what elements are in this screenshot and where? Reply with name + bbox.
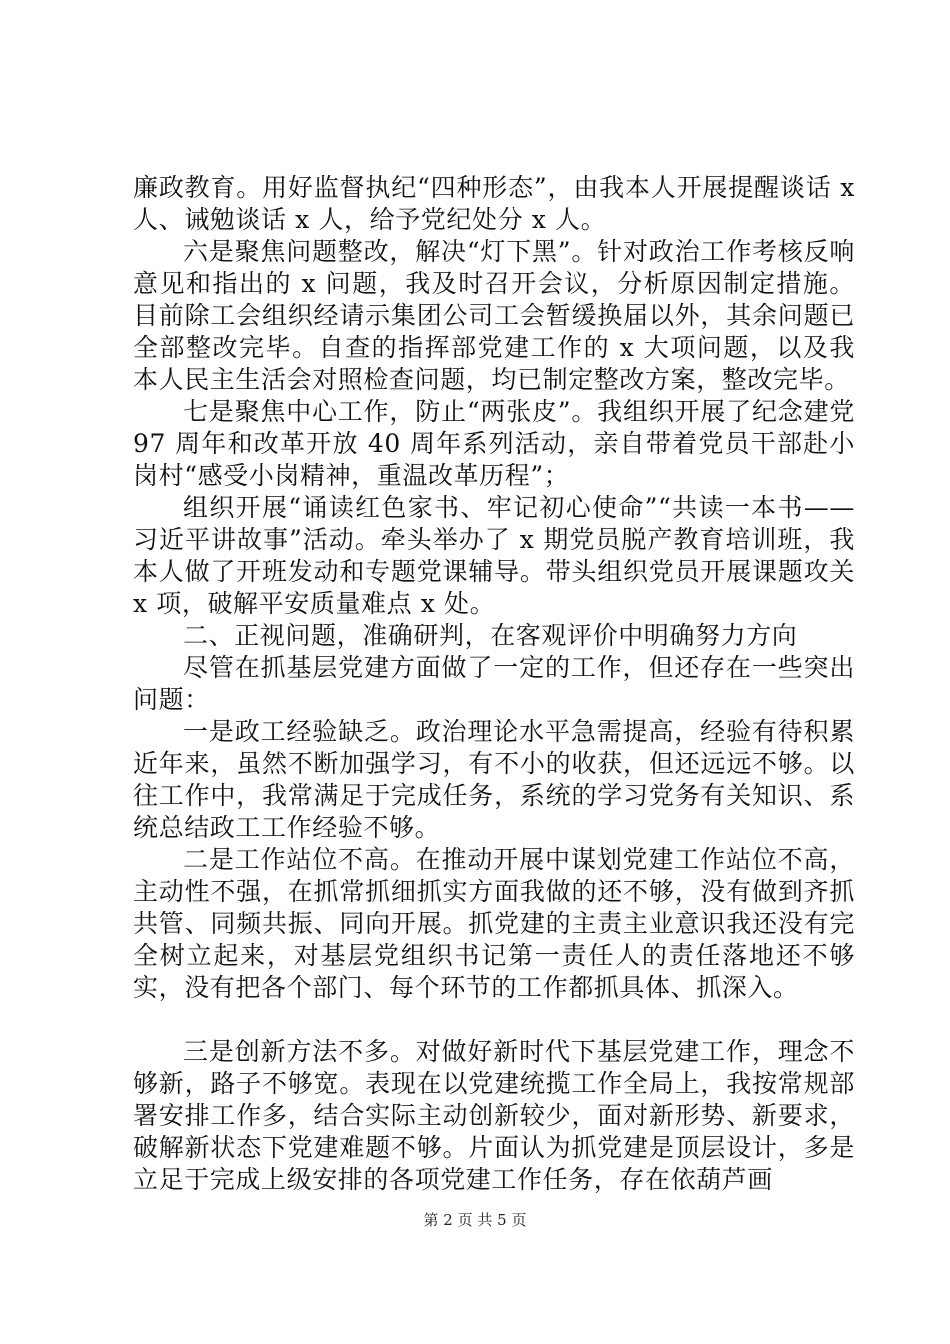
section-heading-two: 二、正视问题，准确研判，在客观评价中明确努力方向	[183, 621, 798, 650]
page-number-footer: 第 2 页 共 5 页	[423, 1211, 527, 1229]
paragraph-problems-intro: 尽管在抓基层党建方面做了一定的工作，但还存在一些突出问题：	[133, 653, 855, 714]
paragraph-problem-one: 一是政工经验缺乏。政治理论水平急需提高，经验有待积累近年来，虽然不断加强学习，有不小的收获，但还远远不够。以往工作中，我常满足于完成任务，系统的学习党务有关知识、系统总结政工工作经验不够。	[133, 717, 855, 842]
paragraph-problem-two: 二是工作站位不高。在推动开展中谋划党建工作站位不高，主动性不强，在抓常抓细抓实方面我做的还不够，没有做到齐抓共管、同频共振、同向开展。抓党建的主责主业意识我还没有完全树立起来，对基层党组织书记第一责任人的责任落地还不够实，没有把各个部门、每个环节的工作都抓具体、抓深入。	[133, 845, 855, 1002]
paragraph-item-six: 六是聚焦问题整改，解决“灯下黑”。针对政治工作考核反响意见和指出的 x 问题，我及时召开会议，分析原因制定措施。目前除工会组织经请示集团公司工会暂缓换届以外，其余问题已全部整改完毕。自查的指挥部党建工作的 x 大项问题，以及我本人民主生活会对照检查问题，均已制定整改方案，整改完毕。	[133, 237, 855, 394]
paragraph-problem-three: 三是创新方法不多。对做好新时代下基层党建工作，理念不够新，路子不够宽。表现在以党建统揽工作全局上，我按常规部署安排工作多，结合实际主动创新较少，面对新形势、新要求，破解新状态下党建难题不够。片面认为抓党建是顶层设计，多是立足于完成上级安排的各项党建工作任务，存在依葫芦画	[133, 1037, 855, 1194]
paragraph-activities: 组织开展“诵读红色家书、牢记初心使命”“共读一本书——习近平讲故事”活动。牵头举办了 x 期党员脱产教育培训班，我本人做了开班发动和专题党课辅导。带头组织党员开展课题攻关 x 项，破解平安质量难点 x 处。	[133, 493, 855, 618]
document-body	[133, 172, 855, 1196]
paragraph-item-seven: 七是聚焦中心工作，防止“两张皮”。我组织开展了纪念建党 97 周年和改革开放 40 周年系列活动，亲自带着党员干部赴小岗村“感受小岗精神，重温改革历程”；	[133, 397, 855, 490]
paragraph-spacer	[133, 1004, 855, 1036]
paragraph-continuation: 廉政教育。用好监督执纪“四种形态”，由我本人开展提醒谈话 x 人、诫勉谈话 x 人，给予党纪处分 x 人。	[133, 173, 855, 234]
